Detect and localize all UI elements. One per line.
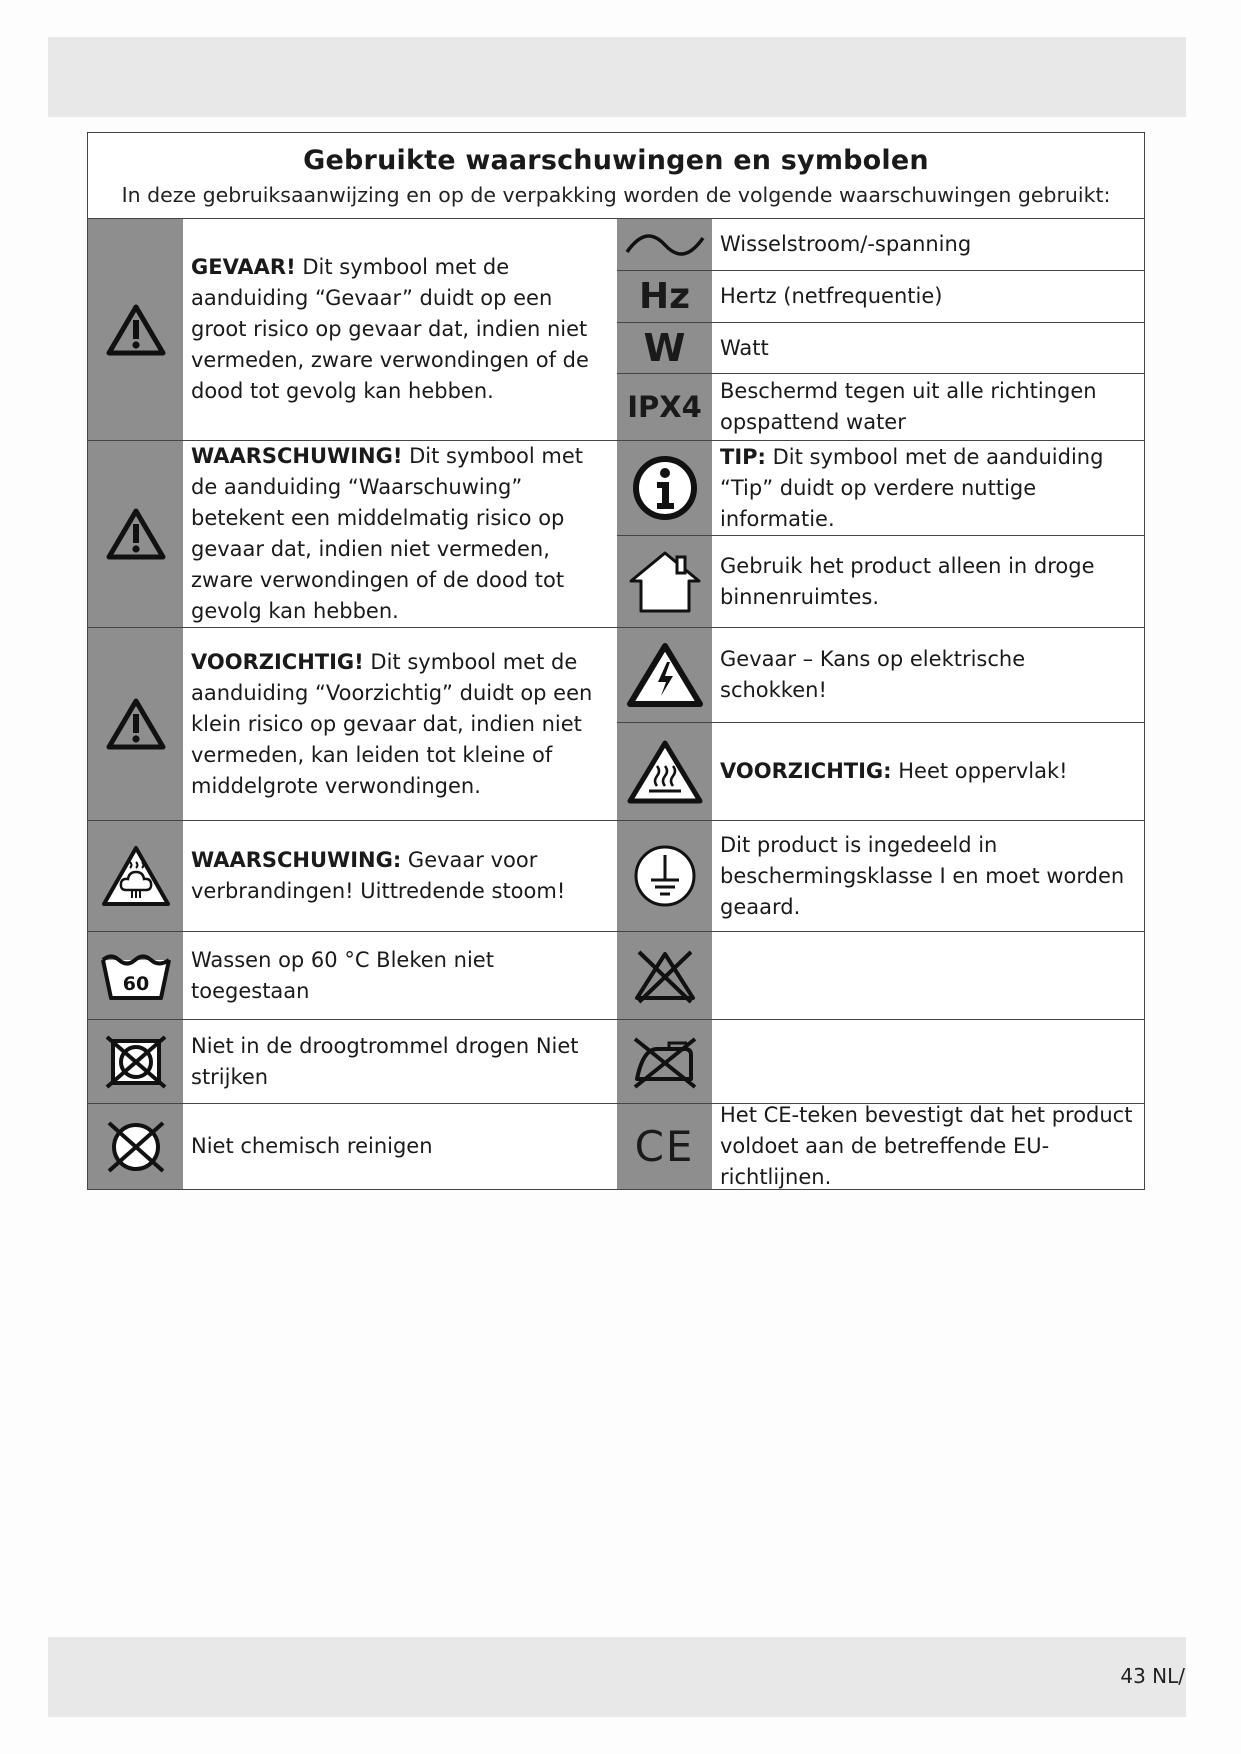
footer-band (48, 1637, 1186, 1717)
hot-surface-icon (627, 739, 703, 805)
notice-text: Gebruik het product alleen in droge binnenruimtes. (720, 553, 1095, 609)
notice-text: Wassen op 60 °C Bleken niet toegestaan (191, 947, 494, 1003)
notice-text: Het CE-teken bevestigt dat het product voldoet aan de betreffende EU-richtlijnen. (720, 1103, 1133, 1189)
notice-text: Niet in de droogtrommel drogen Niet strijken (191, 1033, 579, 1089)
list-item (88, 441, 617, 628)
wash-60-icon (97, 950, 175, 1002)
notice-label: WAARSCHUWING! (191, 444, 403, 468)
list-item (617, 536, 1144, 628)
notice-text: Dit symbool met de aanduiding “Waarschuwing” betekent een middelmatig risico op gevaar dat, indien niet vermeden, zware verwondingen of de dood tot gevolg kan hebben. (191, 444, 583, 623)
ground-icon (632, 843, 698, 909)
list-item (88, 821, 617, 932)
list-item (617, 271, 1144, 323)
list-item (617, 323, 1144, 374)
watt-icon: W (643, 326, 686, 370)
list-item (88, 1020, 617, 1104)
house-icon (629, 549, 701, 615)
notice-text: Watt (720, 335, 769, 360)
ce-mark-icon: CE (634, 1122, 695, 1171)
notice-text: Dit product is ingedeeld in beschermingsklasse I en moet worden geaard. (720, 832, 1125, 919)
notice-text: Wisselstroom/-spanning (720, 232, 972, 256)
no-dry-clean-icon (103, 1119, 169, 1175)
page-number: 43 NL/ (1120, 1664, 1185, 1688)
hz-icon: Hz (638, 276, 691, 317)
list-item (617, 1020, 1144, 1104)
notice-label: WAARSCHUWING: (191, 848, 402, 872)
list-item (88, 1104, 617, 1189)
notice-text: Dit symbool met de aanduiding “Tip” duidt op verdere nuttige informatie. (720, 444, 1104, 531)
table-header (88, 133, 1144, 219)
notice-text: Beschermd tegen uit alle richtingen opspattend water (720, 379, 1097, 434)
notice-text: Heet oppervlak! (891, 759, 1068, 783)
list-item (617, 723, 1144, 821)
list-item (617, 932, 1144, 1020)
warning-triangle-icon (106, 697, 166, 751)
notice-label: GEVAAR! (191, 255, 296, 279)
list-item (617, 1104, 1144, 1189)
list-item (617, 628, 1144, 723)
list-item (88, 219, 617, 441)
list-item (88, 932, 617, 1020)
notice-label: VOORZICHTIG! (191, 649, 364, 674)
notice-text: Dit symbool met de aanduiding “Gevaar” duidt op een groot risico op gevaar dat, indien niet vermeden, zware verwondingen of de dood tot gevolg kan hebben. (191, 255, 589, 403)
no-tumble-dry-icon (103, 1035, 169, 1089)
right-column (617, 219, 1144, 1189)
warning-triangle-icon (106, 507, 166, 561)
page-title: Gebruikte waarschuwingen en symbolen (303, 145, 929, 176)
ipx4-icon: IPX4 (627, 390, 702, 424)
notice-text: Dit symbool met de aanduiding “Voorzichtig” duidt op een klein risico op gevaar dat, indien niet vermeden, kan leiden tot kleine of middelgrote verwondingen. (191, 649, 593, 798)
left-column (88, 219, 618, 1189)
notice-label: VOORZICHTIG: (720, 759, 892, 783)
notice-text: Hertz (netfrequentie) (720, 284, 943, 308)
list-item (617, 821, 1144, 932)
svg-text:60: 60 (122, 972, 149, 995)
no-bleach-icon (631, 948, 699, 1004)
notice-label: TIP: (720, 444, 766, 469)
no-iron-icon (629, 1035, 701, 1089)
header-band (48, 37, 1186, 117)
symbols-table (87, 132, 1145, 1190)
list-item (617, 374, 1144, 441)
info-icon (632, 455, 698, 521)
notice-text: Gevaar – Kans op elektrische schokken! (720, 647, 1026, 702)
notice-text: Gevaar voor verbrandingen! Uittredende stoom! (191, 848, 566, 903)
list-item (617, 219, 1144, 271)
steam-warning-icon (100, 844, 172, 908)
list-item (617, 441, 1144, 536)
list-item (88, 628, 617, 821)
electric-shock-icon (627, 642, 703, 708)
ac-wave-icon (623, 230, 707, 260)
warning-triangle-icon (106, 303, 166, 357)
page-subtitle: In deze gebruiksaanwijzing en op de verpakking worden de volgende waarschuwingen gebruikt: (121, 183, 1111, 207)
notice-text: Niet chemisch reinigen (191, 1134, 433, 1158)
